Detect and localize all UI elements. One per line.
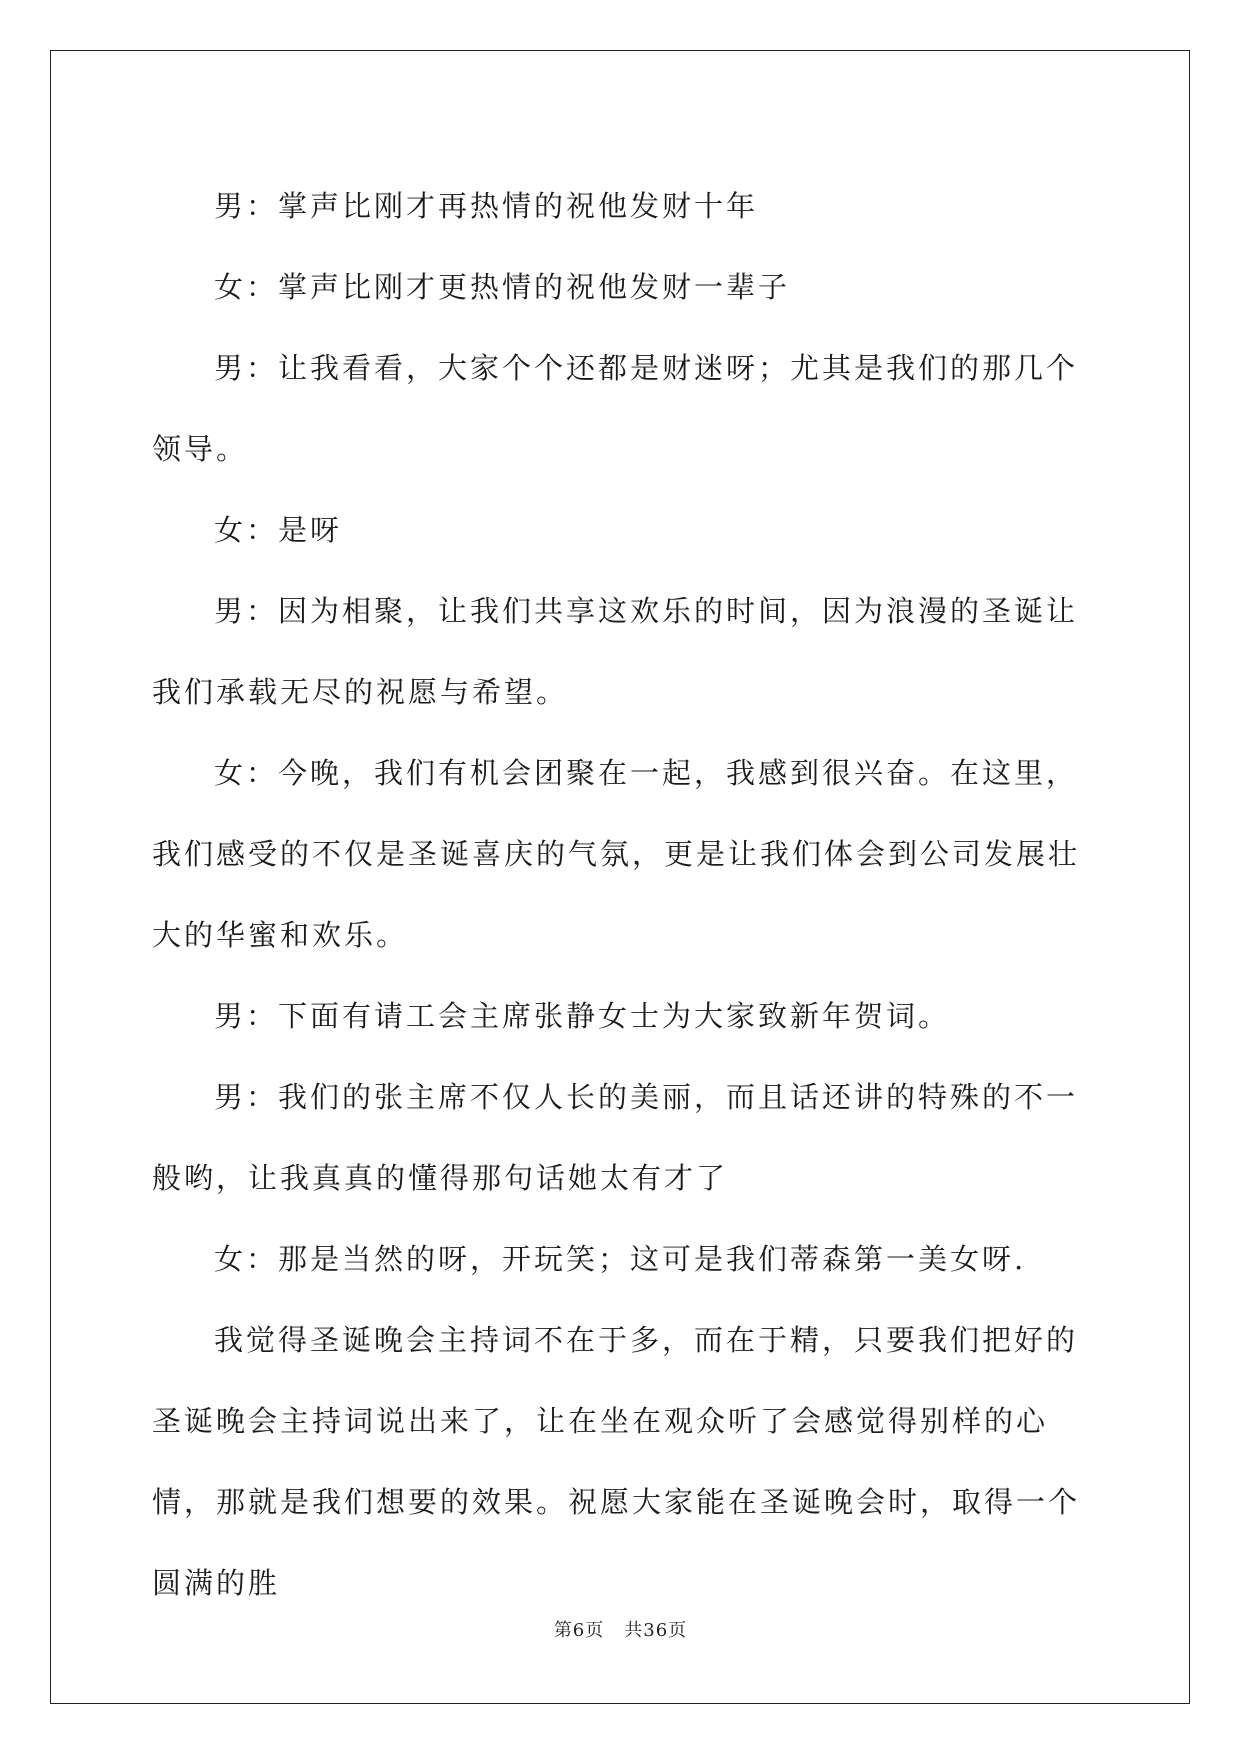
paragraph: 女：掌声比刚才更热情的祝他发财一辈子	[214, 270, 791, 304]
paragraph: 女：那是当然的呀，开玩笑；这可是我们蒂森第一美女呀.	[214, 1242, 1027, 1276]
page-number: 第6页	[553, 1620, 605, 1641]
paragraph: 男：我们的张主席不仅人长的美丽，而且话还讲的特殊的不一般哟，让我真真的懂得那句话她太有才了	[152, 1080, 1079, 1195]
paragraph: 女：是呀	[214, 513, 343, 547]
document-body	[152, 166, 1090, 1624]
page-total: 共36页	[624, 1620, 688, 1641]
page-footer	[0, 1616, 1241, 1642]
paragraph: 男：让我看看，大家个个还都是财迷呀；尤其是我们的那几个领导。	[152, 351, 1079, 466]
paragraph: 女：今晚，我们有机会团聚在一起，我感到很兴奋。在这里，我们感受的不仅是圣诞喜庆的气氛，更是让我们体会到公司发展壮大的华蜜和欢乐。	[152, 756, 1081, 952]
paragraph: 男：因为相聚，让我们共享这欢乐的时间，因为浪漫的圣诞让我们承载无尽的祝愿与希望。	[152, 594, 1079, 709]
paragraph: 男：下面有请工会主席张静女士为大家致新年贺词。	[214, 999, 951, 1033]
paragraph: 我觉得圣诞晚会主持词不在于多，而在于精，只要我们把好的圣诞晚会主持词说出来了，让在坐在观众听了会感觉得别样的心情，那就是我们想要的效果。祝愿大家能在圣诞晚会时，取得一个圆满的胜	[152, 1323, 1081, 1600]
paragraph: 男：掌声比刚才再热情的祝他发财十年	[214, 189, 759, 223]
